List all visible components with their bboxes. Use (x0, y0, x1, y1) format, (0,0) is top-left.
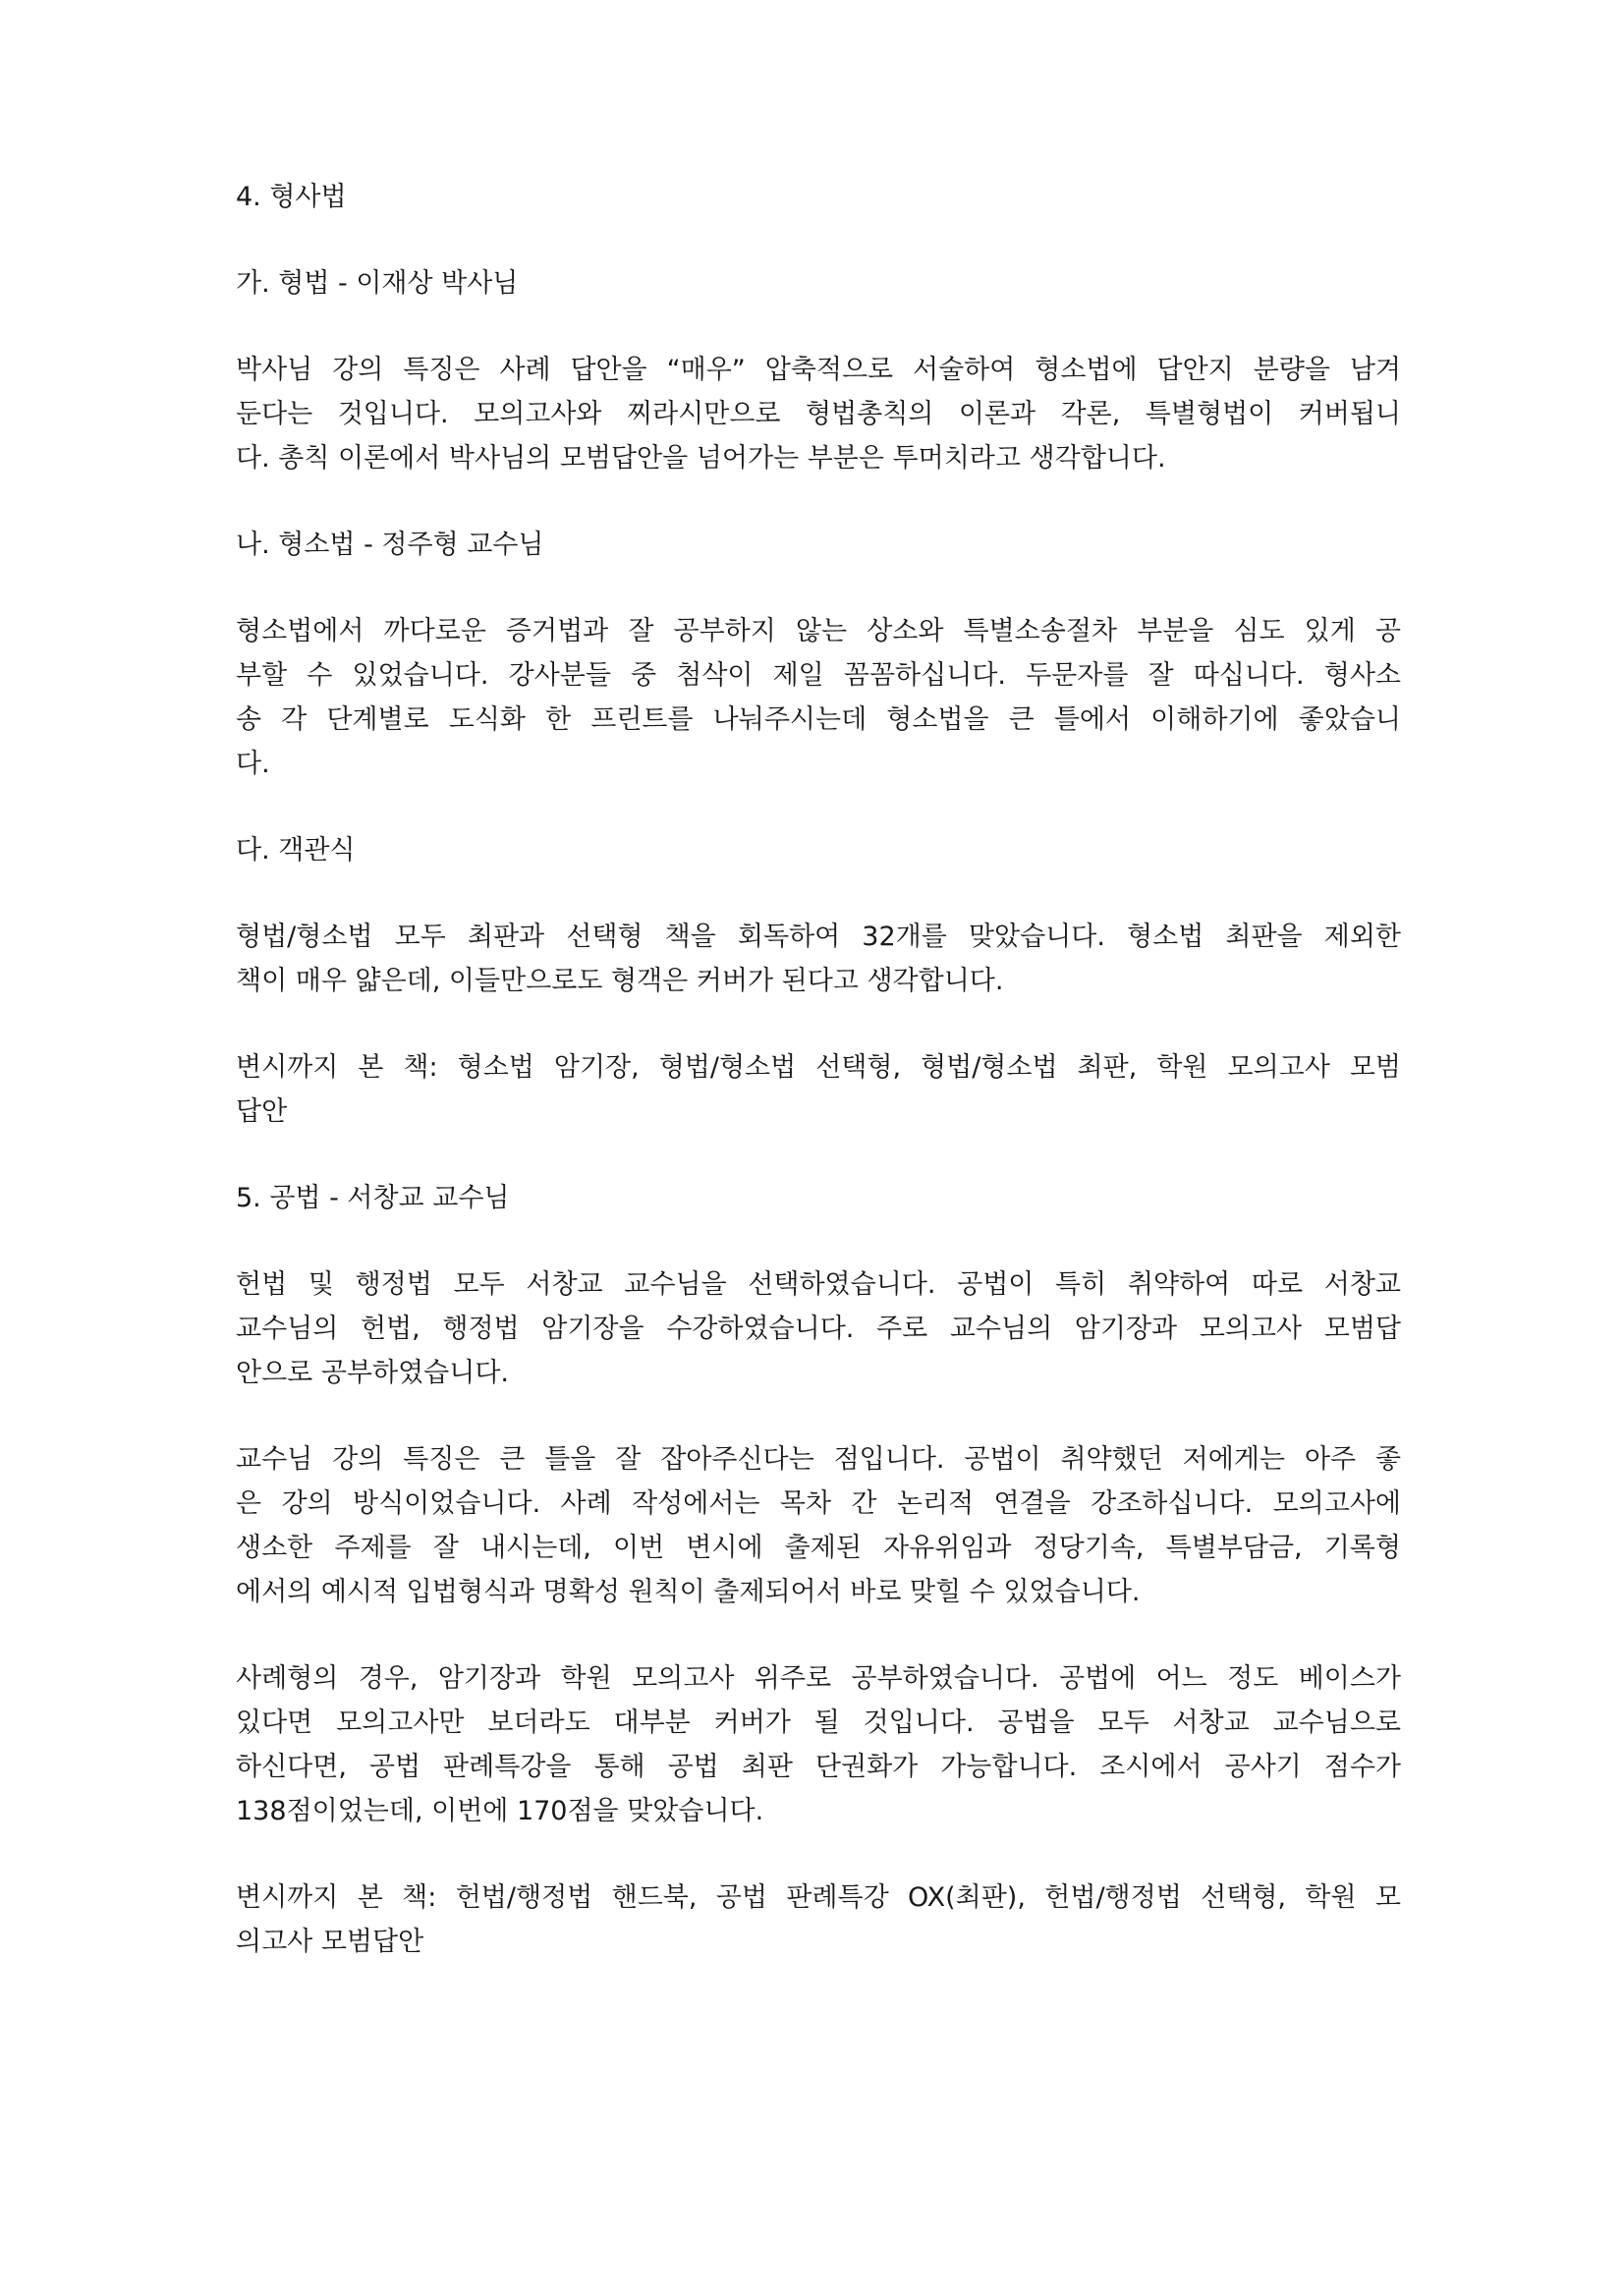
text-line: 안으로 공부하였습니다. (236, 1358, 509, 1388)
criminal-books-list (236, 1045, 1401, 1134)
text-line: 다. (236, 749, 270, 779)
criminal-law-paragraph (236, 348, 1401, 480)
section-4-title: 4. 형사법 (236, 182, 347, 212)
subsection-criminal-procedure-heading: 나. 형소법 - 정주형 교수님 (236, 530, 544, 560)
text-line: 교수님 강의 특징은 큰 틀을 잘 잡아주신다는 점입니다. 공법이 취약했던 저에게는 아주 좋 (236, 1444, 1401, 1475)
section-5-title: 5. 공법 - 서창교 교수님 (236, 1183, 510, 1213)
public-law-paragraph-3 (236, 1656, 1401, 1833)
objective-paragraph (236, 915, 1401, 1003)
public-law-books-list (236, 1876, 1401, 1964)
text-line: 사례형의 경우, 암기장과 학원 모의고사 위주로 공부하였습니다. 공법에 어느 정도 베이스가 (236, 1663, 1401, 1694)
text-line: 생소한 주제를 잘 내시는데, 이번 변시에 출제된 자유위임과 정당기속, 특별부담금, 기록형 (236, 1533, 1401, 1563)
text-line: 부할 수 있었습니다. 강사분들 중 첨삭이 제일 꼼꼼하십니다. 두문자를 잘 따십니다. 형사소 (236, 660, 1401, 691)
text-line: 교수님의 헌법, 행정법 암기장을 수강하였습니다. 주로 교수님의 암기장과 모의고사 모범답 (236, 1314, 1401, 1344)
public-law-paragraph-1 (236, 1262, 1401, 1395)
text-line: 둔다는 것입니다. 모의고사와 찌라시만으로 형법총칙의 이론과 각론, 특별형법이 커버됩니 (236, 399, 1401, 429)
text-line: 답안 (236, 1096, 288, 1127)
text-line: 헌법 및 행정법 모두 서창교 교수님을 선택하였습니다. 공법이 특히 취약하여 따로 서창교 (236, 1269, 1401, 1300)
text-line: 다. 총칙 이론에서 박사님의 모범답안을 넘어가는 부분은 투머치라고 생각합니다. (236, 443, 1166, 474)
document-page (236, 175, 1401, 1964)
text-line: 박사님 강의 특징은 사례 답안을 “매우” 압축적으로 서술하여 형소법에 답안지 분량을 남겨 (236, 355, 1401, 385)
text-line: 의고사 모범답안 (236, 1927, 424, 1957)
text-line: 형법/형소법 모두 최판과 선택형 책을 회독하여 32개를 맞았습니다. 형소법 최판을 제외한 (236, 922, 1401, 952)
text-line: 은 강의 방식이었습니다. 사례 작성에서는 목차 간 논리적 연결을 강조하십니다. 모의고사에 (236, 1488, 1401, 1519)
text-line: 형소법에서 까다로운 증거법과 잘 공부하지 않는 상소와 특별소송절차 부분을 심도 있게 공 (236, 616, 1401, 646)
subsection-criminal-law-heading: 가. 형법 - 이재상 박사님 (236, 268, 519, 299)
text-line: 송 각 단계별로 도식화 한 프린트를 나눠주시는데 형소법을 큰 틀에서 이해하기에 좋았습니 (236, 704, 1401, 735)
criminal-procedure-paragraph (236, 609, 1401, 786)
subsection-objective-heading: 다. 객관식 (236, 835, 356, 866)
text-line: 변시까지 본 책: 헌법/행정법 핸드북, 공법 판례특강 OX(최판), 헌법/행정법 선택형, 학원 모 (236, 1882, 1401, 1913)
text-line: 138점이었는데, 이번에 170점을 맞았습니다. (236, 1796, 764, 1826)
public-law-paragraph-2 (236, 1437, 1401, 1614)
text-line: 있다면 모의고사만 보더라도 대부분 커버가 될 것입니다. 공법을 모두 서창교 교수님으로 (236, 1708, 1401, 1738)
text-line: 책이 매우 얇은데, 이들만으로도 형객은 커버가 된다고 생각합니다. (236, 966, 1004, 996)
text-line: 변시까지 본 책: 형소법 암기장, 형법/형소법 선택형, 형법/형소법 최판, 학원 모의고사 모범 (236, 1052, 1401, 1083)
text-line: 하신다면, 공법 판례특강을 통해 공법 최판 단권화가 가능합니다. 조시에서 공사기 점수가 (236, 1752, 1401, 1782)
text-line: 에서의 예시적 입법형식과 명확성 원칙이 출제되어서 바로 맞힐 수 있었습니다. (236, 1577, 1141, 1607)
